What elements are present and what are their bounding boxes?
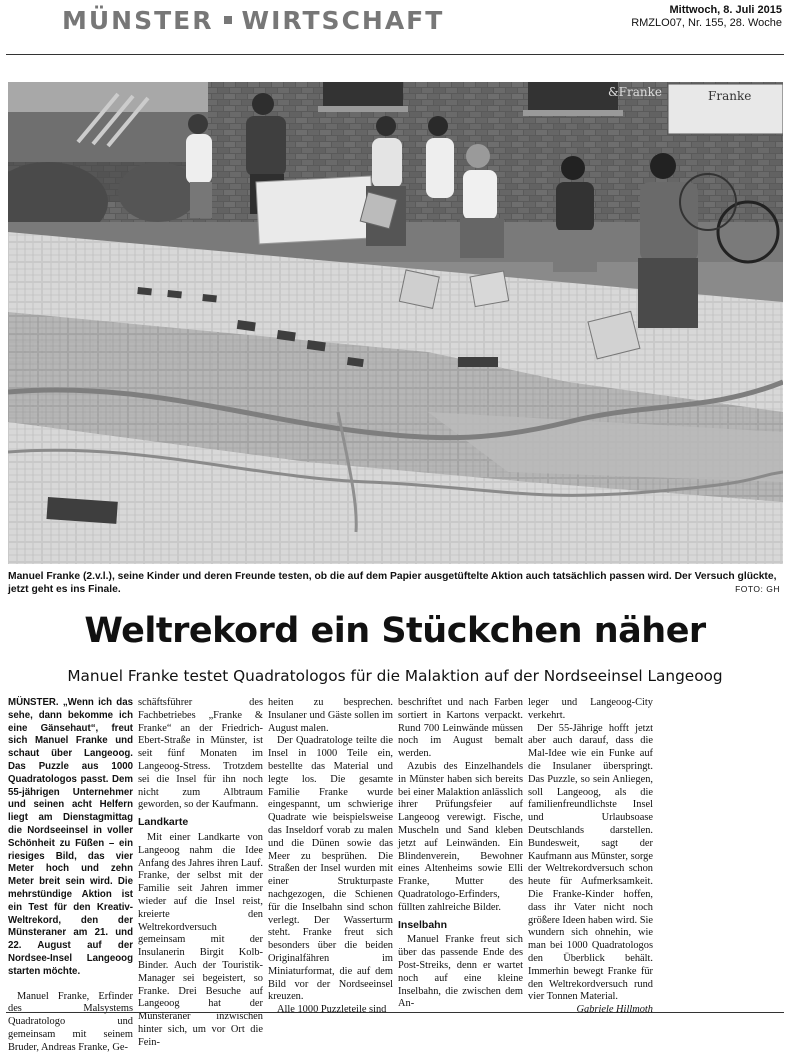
subheading-landkarte: Landkarte [138, 816, 189, 829]
section-left: MÜNSTER [62, 6, 214, 35]
article-column-1 [8, 697, 133, 1055]
subheading-inselbahn: Inselbahn [398, 918, 448, 931]
article-column-5 [528, 697, 653, 1017]
photo-illustration [8, 82, 783, 564]
section-label [62, 6, 444, 35]
article-column-2 [138, 697, 263, 1050]
article-headline: Weltrekord ein Stückchen näher [84, 611, 706, 651]
paragraph: Der 55-Jährige hofft jetzt aber auch darauf, dass die Mal-Idee wie ein Funke auf die Insulaner überspringt. Das Puzzle, so sein Anliegen, soll Langeoog, als die familienfreundlichste Insel und Urlaubsoase Deutschlands darstellen. Bundesweit, sagt der Kaufmann aus Münster, sorge der Weltrekordversuch schon heute für Aufmerksamkeit. Die Franke-Kinder hoffen, dass ihr Vater nicht noch größere Ideen haben wird. Sie wundern sich ohnehin, wie man bei 1000 Quadratologos den Überblick behält. Immerhin bewegt Franke für den Weltrekordversuch rund vier Tonnen Material. [528, 722, 653, 1003]
page-header [0, 0, 790, 54]
paragraph: leger und Langeoog-City verkehrt. [528, 697, 653, 721]
issue-date: Mittwoch, 8. Juli 2015 [669, 4, 782, 16]
section-separator-square-icon [224, 16, 232, 24]
paragraph: Mit einer Landkarte von Langeoog nahm die Idee Anfang des Jahres ihren Lauf. Franke, der selbst mit der Familie seit Jahren immer wieder auf die Insel reist, kreierte den Weltrekordversuch gemeinsam mit der Insulanerin Birgit Kolb-Binder. Auch der Touristik-Manager sei begeistert, so Franke. Drei Besuche auf Langeoog hat der Münsteraner inzwischen hinter sich, um vor Ort die Fein- [138, 831, 263, 1048]
article-column-3 [268, 697, 393, 1017]
paragraph: Der Quadratologe teilte die Insel in 1000 Teile ein, bestellte das Material und legte los. Die gesamte Familie Franke wurde eingespannt, um schwierige Quadrate wie beispielsweise das Inseldorf vorab zu malen und die Dünen sowie das Meer zu besprühen. Die Straßen der Insel wurden mit einer Strukturpaste nachgezogen, die Schienen für die Inselbahn sind schon verlegt. Der Wasserturm steht. Franke freut sich besonders über die beiden Originalfähren im Miniaturformat, die auf dem Bild vor der Nordseeinsel kreuzen. [268, 735, 393, 1003]
photo-caption: Manuel Franke (2.v.l.), seine Kinder und deren Freunde testen, ob die auf dem Papier ausgetüftelte Aktion auch tatsächlich passen wird. Der Versuch glückte, jetzt geht es ins Finale. [8, 571, 777, 595]
sign-text-1: Franke [708, 89, 752, 103]
paragraph: heiten zu besprechen. Insulaner und Gäste sollen im August malen. [268, 697, 393, 734]
footer-rule [6, 1012, 784, 1013]
paragraph: Manuel Franke freut sich über das passende Ende des Post-Streiks, denn er wartet noch auf eine kleine Inselbahn, die zwischen dem An- [398, 934, 523, 1010]
paragraph: Alle 1000 Puzzleteile sind [277, 1004, 387, 1016]
photo-credit: FOTO: GH [735, 584, 780, 594]
paragraph: Azubis des Einzelhandels in Münster haben sich bereits bei einer Malaktion anlässlich ihrer Prüfungsfeier auf Langeoog verewigt. Fische, Muscheln und Sand kleben jetzt auf Leinwänden. Ein Blindenverein, Bewohner eines Altenheims sowie Elli Franke, Mutter des Quadratologo-Erfinders, füllten zahlreiche Bilder. [398, 760, 523, 913]
issue-number: RMZLO07, Nr. 155, 28. Woche [631, 17, 782, 29]
author-byline: Gabriele Hillmoth [576, 1004, 653, 1016]
article-lead: MÜNSTER. „Wenn ich das sehe, dann bekomme ich eine Gänsehaut“, freut sich Manuel Franke und schaut über Langeoog. Das Puzzle aus 1000 Quadratologos passt. Dem 55-jährigen Unternehmer und seinen acht Helfern liegt am Dienstagmittag die Nordseeinsel in voller Schönheit zu Füßen – ein riesiges Bild, das vier Meter hoch und zehn Meter breit sein wird. Die mehrstündige Aktion ist ein Test für den Kreativ-Weltrekord, den der Münsteraner am 21. und 22. August auf der Nordsee-Insel Langeoog starten möchte. [8, 697, 133, 977]
paragraph: schäftsführer des Fachbetriebes „Franke & Franke“ an der Friedrich-Ebert-Straße in Münster, ist seit fünf Monaten im Langeoog-Stress. Trotzdem sei die Insel für ihn noch nicht zum Albtraum geworden, so der Kaufmann. [138, 697, 263, 811]
header-rule [6, 54, 784, 55]
dateline [631, 4, 782, 30]
paragraph: Manuel Franke, Erfinder des Malsystems Quadratologo und gemeinsam mit seinem Bruder, Andreas Franke, Ge- [8, 990, 133, 1053]
section-right: WIRTSCHAFT [241, 6, 445, 35]
paragraph: beschriftet und nach Farben sortiert in Kartons verpackt. Rund 700 Leinwände müssen noch im August bemalt werden. [398, 697, 523, 760]
article-subhead: Manuel Franke testet Quadratologos für die Malaktion auf der Nordseeinsel Langeoog [67, 667, 723, 685]
news-photo [8, 82, 783, 564]
sign-text-2: &Franke [608, 85, 662, 99]
article-column-4 [398, 697, 523, 1011]
